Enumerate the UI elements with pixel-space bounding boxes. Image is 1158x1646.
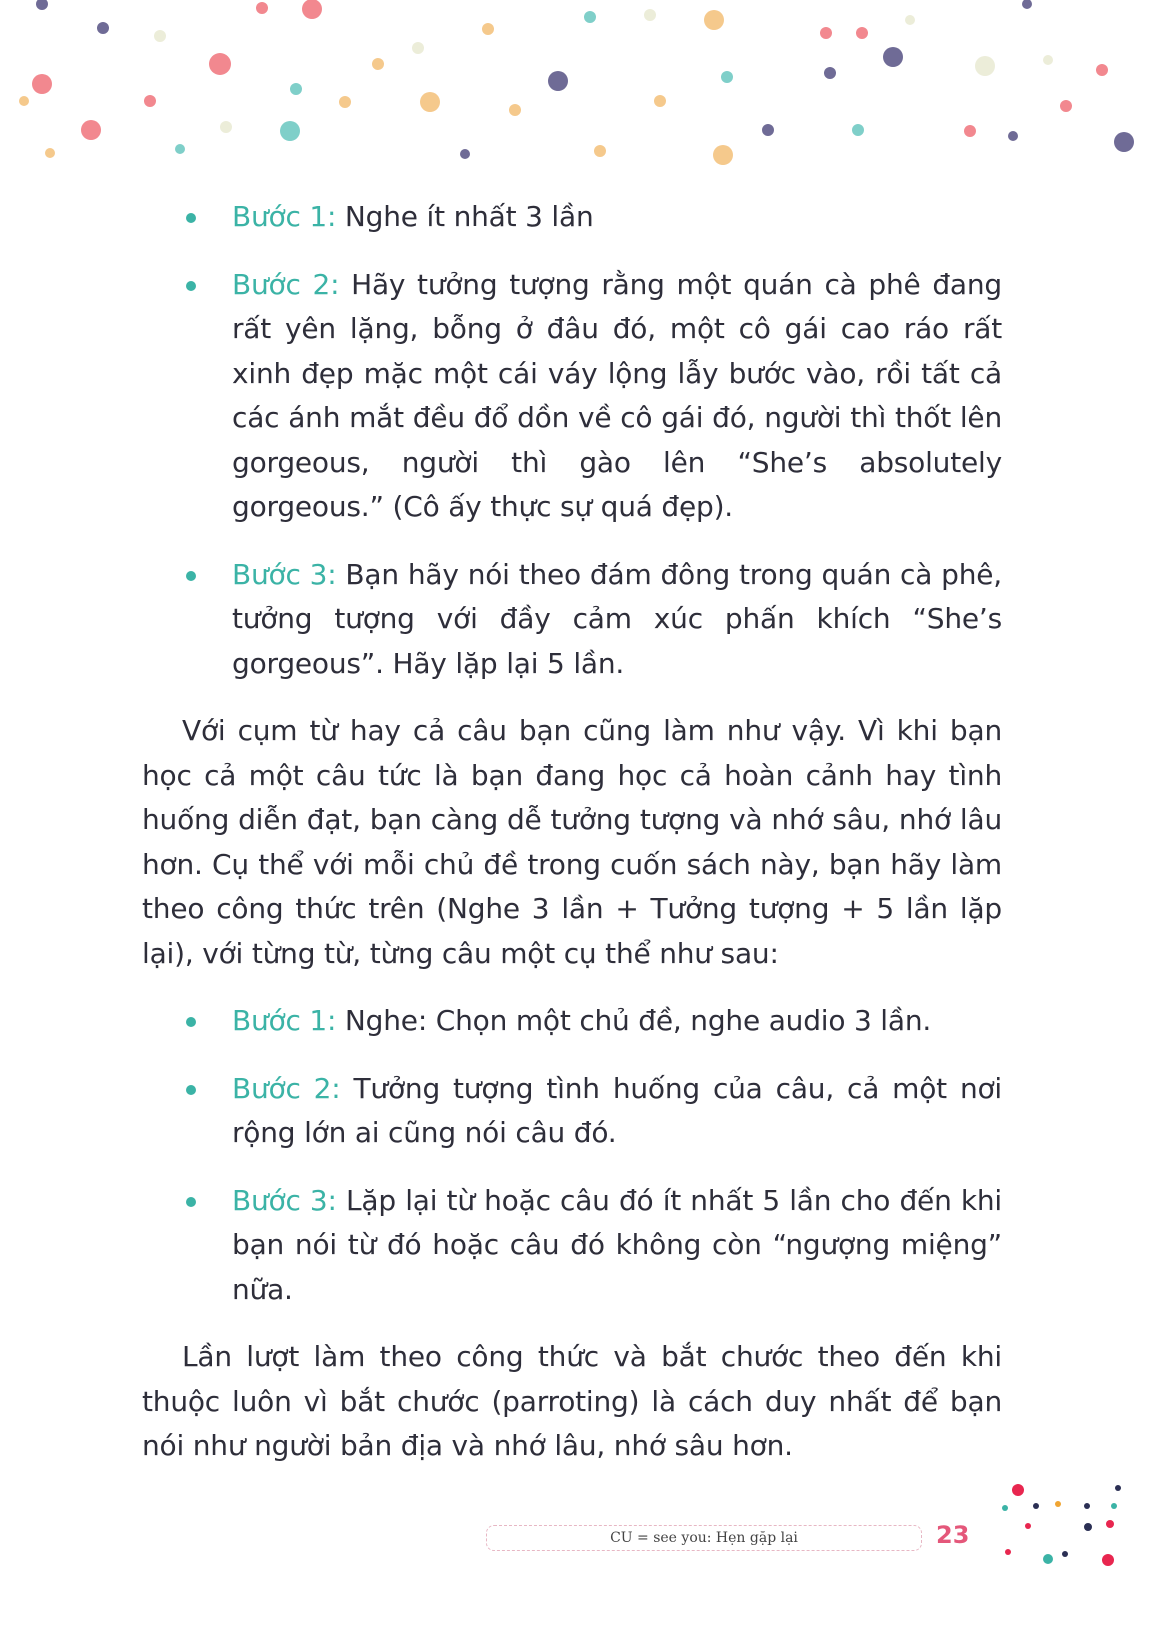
confetti-dot	[704, 10, 724, 30]
step-text: Lặp lại từ hoặc câu đó ít nhất 5 lần cho đến khi bạn nói từ đó hoặc câu đó không còn “ngượng miệng” nữa.	[232, 1183, 1003, 1306]
step-list-2	[142, 999, 1002, 1312]
confetti-dot	[721, 71, 733, 83]
step-label: Bước 3:	[232, 1183, 337, 1217]
step-item	[142, 263, 1002, 530]
corner-dots-decoration	[980, 1480, 1158, 1646]
confetti-dot	[144, 95, 156, 107]
confetti-dot	[175, 144, 185, 154]
corner-dot	[1115, 1485, 1121, 1491]
confetti-dot	[1060, 100, 1072, 112]
step-text: Nghe: Chọn một chủ đề, nghe audio 3 lần.	[336, 1004, 932, 1037]
confetti-dot	[372, 58, 384, 70]
step-item	[142, 1067, 1002, 1156]
confetti-dot	[852, 124, 864, 136]
step-item	[142, 553, 1002, 687]
confetti-dot	[1043, 55, 1053, 65]
confetti-dot	[482, 23, 494, 35]
confetti-dot	[280, 121, 300, 141]
confetti-dot	[1096, 64, 1108, 76]
step-label: Bước 1:	[232, 200, 337, 233]
page-number: 23	[936, 1521, 970, 1549]
confetti-dot	[220, 121, 232, 133]
confetti-dot	[81, 120, 101, 140]
corner-dot	[1106, 1520, 1114, 1528]
confetti-dot	[256, 2, 268, 14]
confetti-dot	[964, 125, 976, 137]
page-content	[142, 195, 1002, 1492]
step-label: Bước 1:	[232, 1004, 337, 1037]
step-text: Tưởng tượng tình huống của câu, cả một nơi rộng lớn ai cũng nói câu đó.	[232, 1071, 1002, 1149]
bullet-icon	[186, 571, 196, 581]
confetti-dot	[883, 47, 903, 67]
corner-dot	[1002, 1505, 1008, 1511]
bullet-icon	[186, 1085, 196, 1095]
confetti-dot	[412, 42, 424, 54]
corner-dot	[1033, 1503, 1039, 1509]
corner-dot	[1111, 1503, 1117, 1509]
confetti-dot	[856, 27, 868, 39]
step-item	[142, 1179, 1002, 1313]
confetti-dot	[1008, 131, 1018, 141]
confetti-dot	[594, 145, 606, 157]
confetti-dot	[36, 0, 48, 10]
confetti-dot	[460, 149, 470, 159]
confetti-dot	[905, 15, 915, 25]
confetti-dot	[509, 104, 521, 116]
corner-dot	[1005, 1549, 1011, 1555]
confetti-dot	[644, 9, 656, 21]
corner-dot	[1062, 1551, 1068, 1557]
bullet-icon	[186, 213, 196, 223]
confetti-dot	[584, 11, 596, 23]
confetti-dot	[548, 71, 568, 91]
closing-paragraph: Lần lượt làm theo công thức và bắt chước theo đến khi thuộc luôn vì bắt chước (parroting) là cách duy nhất để bạn nói như người bản địa và nhớ lâu, nhớ sâu hơn.	[142, 1340, 1002, 1462]
footer-caption: CU = see you: Hẹn gặp lại	[486, 1525, 922, 1551]
bullet-icon	[186, 1017, 196, 1027]
confetti-dot	[154, 30, 166, 42]
corner-dot	[1055, 1501, 1061, 1507]
corner-dot	[1084, 1523, 1092, 1531]
confetti-dot	[302, 0, 322, 19]
confetti-dot	[420, 92, 440, 112]
step-label: Bước 2:	[232, 267, 340, 301]
step-text: Nghe ít nhất 3 lần	[336, 200, 594, 233]
confetti-dot	[713, 145, 733, 165]
bullet-icon	[186, 1197, 196, 1207]
step-label: Bước 2:	[232, 1071, 341, 1105]
confetti-dot	[1114, 132, 1134, 152]
page-footer	[486, 1521, 970, 1553]
confetti-dot	[762, 124, 774, 136]
confetti-dot	[209, 53, 231, 75]
confetti-dot	[975, 56, 995, 76]
corner-dot	[1084, 1503, 1090, 1509]
confetti-dot	[339, 96, 351, 108]
confetti-dot	[824, 67, 836, 79]
corner-dot	[1012, 1484, 1024, 1496]
confetti-dot	[290, 83, 302, 95]
step-item	[142, 195, 1002, 240]
confetti-dot	[654, 95, 666, 107]
confetti-dot	[97, 22, 109, 34]
bullet-icon	[186, 281, 196, 291]
step-text: Bạn hãy nói theo đám đông trong quán cà phê, tưởng tượng với đầy cảm xúc phấn khích “She’s gorgeous”. Hãy lặp lại 5 lần.	[232, 557, 1002, 680]
corner-dot	[1102, 1554, 1114, 1566]
step-label: Bước 3:	[232, 557, 337, 591]
corner-dot	[1043, 1554, 1053, 1564]
step-item	[142, 999, 1002, 1044]
confetti-dot	[45, 148, 55, 158]
confetti-dot	[19, 96, 29, 106]
step-list-1	[142, 195, 1002, 686]
step-text: Hãy tưởng tượng rằng một quán cà phê đang rất yên lặng, bỗng ở đâu đó, một cô gái cao ráo rất xinh đẹp mặc một cái váy lộng lẫy bước vào, rồi tất cả các ánh mắt đều đổ dồn về cô gái đó, người thì thốt lên gorgeous, người thì gào lên “She’s absolutely gorgeous.” (Cô ấy thực sự quá đẹp).	[232, 267, 1002, 523]
confetti-dot	[1022, 0, 1032, 9]
confetti-dot	[32, 74, 52, 94]
body-paragraph: Với cụm từ hay cả câu bạn cũng làm như vậy. Vì khi bạn học cả một câu tức là bạn đang học cả hoàn cảnh hay tình huống diễn đạt, bạn càng dễ tưởng tượng và nhớ sâu, nhớ lâu hơn. Cụ thể với mỗi chủ đề trong cuốn sách này, bạn hãy làm theo công thức trên (Nghe 3 lần + Tưởng tượng + 5 lần lặp lại), với từng từ, từng câu một cụ thể như sau:	[142, 714, 1002, 970]
confetti-decoration	[0, 0, 1158, 180]
corner-dot	[1025, 1523, 1031, 1529]
confetti-dot	[820, 27, 832, 39]
